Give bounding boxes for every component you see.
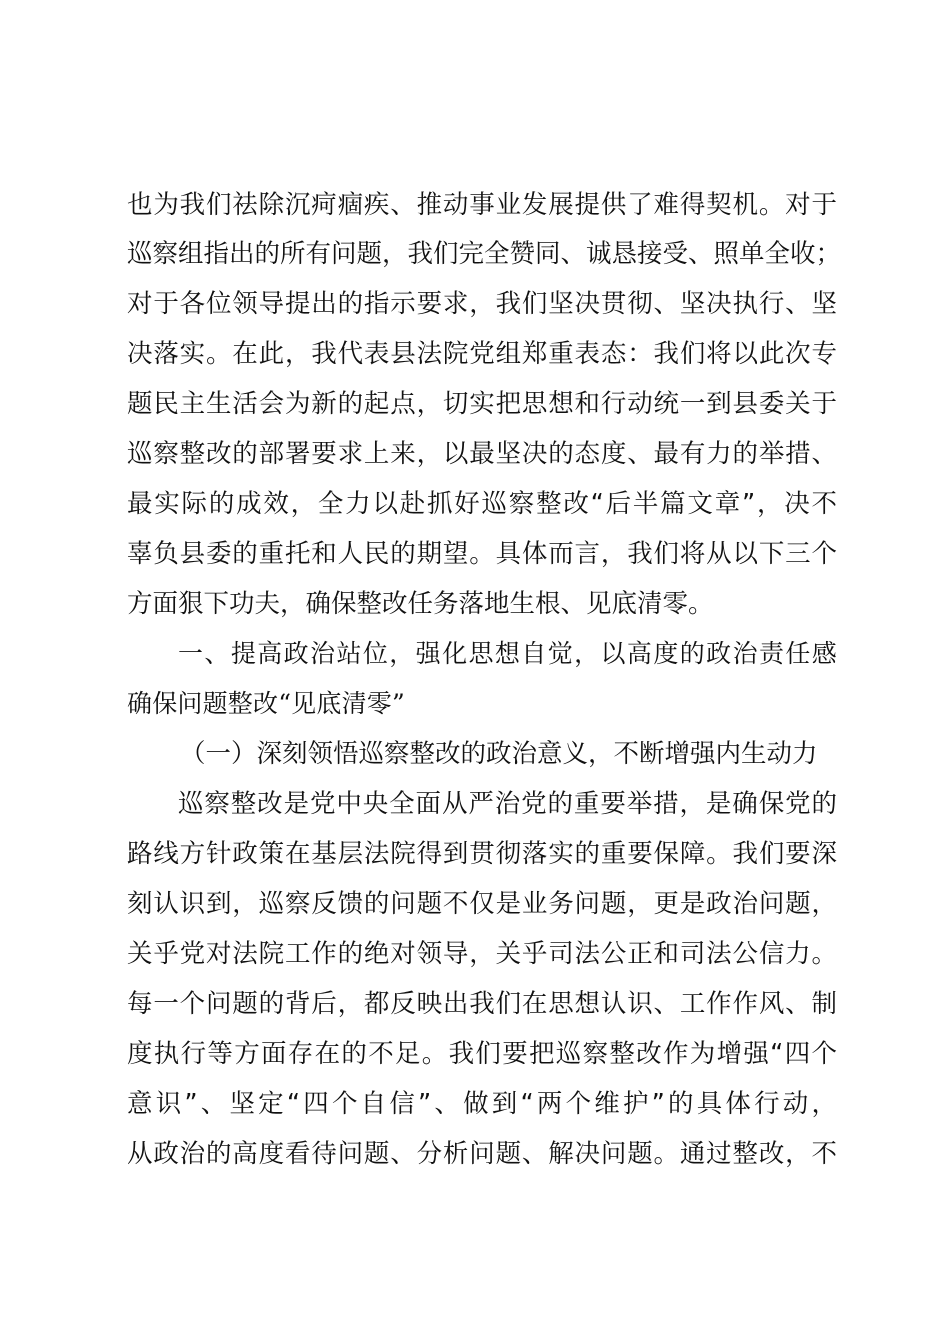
paragraph-line: 巡察整改的部署要求上来，以最坚决的态度、最有力的举措、: [127, 439, 837, 469]
paragraph-line: 辜负县委的重托和人民的期望。具体而言，我们将从以下三个: [127, 539, 837, 569]
section-heading-line: 一、提高政治站位，强化思想自觉，以高度的政治责任感: [178, 639, 837, 668]
paragraph-line: 最实际的成效，全力以赴抓好巡察整改“后半篇文章”，决不: [127, 489, 837, 519]
paragraph-line: 关乎党对法院工作的绝对领导，关乎司法公正和司法公信力。: [127, 939, 837, 969]
paragraph-line: 刻认识到，巡察反馈的问题不仅是业务问题，更是政治问题，: [127, 889, 837, 919]
paragraph-line: 从政治的高度看待问题、分析问题、解决问题。通过整改，不: [127, 1139, 837, 1169]
paragraph-line: 巡察整改是党中央全面从严治党的重要举措，是确保党的: [178, 789, 837, 819]
paragraph-line: 巡察组指出的所有问题，我们完全赞同、诚恳接受、照单全收；: [127, 239, 842, 269]
paragraph-line: 题民主生活会为新的起点，切实把思想和行动统一到县委关于: [127, 389, 837, 419]
paragraph-line: 决落实。在此，我代表县法院党组郑重表态：我们将以此次专: [127, 339, 837, 369]
paragraph-line: 对于各位领导提出的指示要求，我们坚决贯彻、坚决执行、坚: [127, 289, 837, 319]
paragraph-line: 每一个问题的背后，都反映出我们在思想认识、工作作风、制: [127, 989, 837, 1019]
subsection-heading: （一）深刻领悟巡察整改的政治意义，不断增强内生动力: [180, 739, 818, 769]
paragraph-line: 意识”、坚定“四个自信”、做到“两个维护”的具体行动，: [127, 1089, 837, 1119]
paragraph-line: 方面狠下功夫，确保整改任务落地生根、见底清零。: [127, 589, 714, 619]
paragraph-line: 也为我们祛除沉疴痼疾、推动事业发展提供了难得契机。对于: [127, 190, 837, 220]
section-heading-line: 确保问题整改“见底清零”: [127, 689, 405, 718]
paragraph-line: 路线方针政策在基层法院得到贯彻落实的重要保障。我们要深: [127, 839, 837, 869]
paragraph-line: 度执行等方面存在的不足。我们要把巡察整改作为增强“四个: [127, 1039, 837, 1069]
